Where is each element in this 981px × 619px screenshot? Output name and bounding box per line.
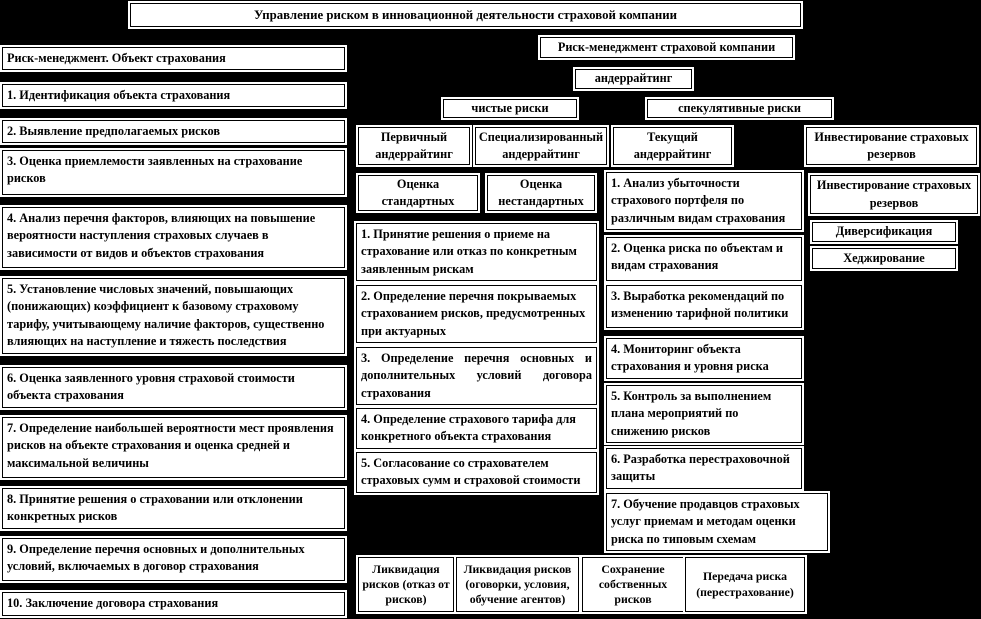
reserves-investing-node: Инвестирование страховых резервов: [806, 127, 977, 165]
left-step-4: 4. Анализ перечня факторов, влияющих на повышение вероятности наступления страховых случаев в зависимости от видов и объектов страхования: [2, 207, 345, 268]
primary-step-3: 3. Определение перечня основных и дополнительных условий договора страхования: [356, 347, 597, 405]
bottom-risk-transfer: Передача риска (перестрахование): [685, 557, 805, 612]
left-column-header: Риск-менеджмент. Объект страхования: [2, 47, 345, 70]
standard-assessment-node: Оценка стандартных: [358, 175, 478, 211]
primary-underwriting-node: Первичный андеррайтинг: [358, 127, 470, 165]
left-step-3: 3. Оценка приемлемости заявленных на страхование рисков: [2, 150, 345, 195]
bottom-own-risk-retention: Сохранение собственных рисков: [582, 557, 684, 612]
current-step-6: 6. Разработка перестраховочной защиты: [606, 448, 802, 489]
speculative-risks-node: спекулятивные риски: [647, 99, 832, 118]
primary-step-4: 4. Определение страхового тарифа для конкретного объекта страхования: [356, 408, 597, 449]
left-step-8: 8. Принятие решения о страховании или отклонении конкретных рисков: [2, 488, 345, 529]
current-step-2: 2. Оценка риска по объектам и видам страхования: [606, 237, 802, 281]
diversification-node: Диверсификация: [812, 222, 956, 242]
left-step-10: 10. Заключение договора страхования: [2, 592, 345, 616]
left-step-6: 6. Оценка заявленного уровня страховой стоимости объекта страхования: [2, 367, 345, 408]
current-step-1: 1. Анализ убыточности страхового портфеля по различным видам страхования: [606, 172, 802, 230]
reserves-investing-subnode: Инвестирование страховых резервов: [810, 175, 978, 214]
specialized-underwriting-node: Специализированный андеррайтинг: [475, 127, 607, 165]
left-step-5: 5. Установление числовых значений, повышающих (понижающих) коэффициент к базовому страховому тарифу, учитывающему наличие факторов, существенно влияющих на наступление и тяжесть последствия: [2, 278, 345, 354]
risk-management-node: Риск-менеджмент страховой компании: [540, 37, 793, 58]
pure-risks-node: чистые риски: [443, 99, 577, 118]
bottom-risk-elimination-refusal: Ликвидация рисков (отказ от рисков): [358, 557, 454, 612]
current-step-7: 7. Обучение продавцов страховых услуг приемам и методам оценки риска по типовым схемам: [606, 493, 828, 551]
bottom-risk-elimination-clauses: Ликвидация рисков (оговорки, условия, обучение агентов): [456, 557, 579, 612]
primary-step-5: 5. Согласование со страхователем страховых сумм и страховой стоимости: [356, 452, 597, 493]
nonstandard-assessment-node: Оценка нестандартных: [487, 175, 595, 211]
left-step-1: 1. Идентификация объекта страхования: [2, 84, 345, 107]
current-step-4: 4. Мониторинг объекта страхования и уровня риска: [606, 338, 802, 379]
primary-step-2: 2. Определение перечня покрываемых страхованием рисков, предусмотренных при актуарных: [356, 285, 597, 343]
current-step-5: 5. Контроль за выполнением плана мероприятий по снижению рисков: [606, 385, 802, 443]
hedging-node: Хеджирование: [812, 248, 956, 269]
left-step-7: 7. Определение наибольшей вероятности мест проявления рисков на объекте страхования и оценка средней и максимальной величины: [2, 417, 345, 478]
left-step-2: 2. Выявление предполагаемых рисков: [2, 120, 345, 143]
current-underwriting-node: Текущий андеррайтинг: [613, 127, 732, 165]
underwriting-node: андеррайтинг: [575, 69, 692, 89]
diagram-title: Управление риском в инновационной деятельности страховой компании: [130, 3, 801, 27]
current-step-3: 3. Выработка рекомендаций по изменению тарифной политики: [606, 285, 802, 328]
left-step-9: 9. Определение перечня основных и дополнительных условий, включаемых в договор страхования: [2, 538, 345, 581]
primary-step-1: 1. Принятие решения о приеме на страхование или отказ по конкретным заявленным рискам: [356, 223, 597, 281]
